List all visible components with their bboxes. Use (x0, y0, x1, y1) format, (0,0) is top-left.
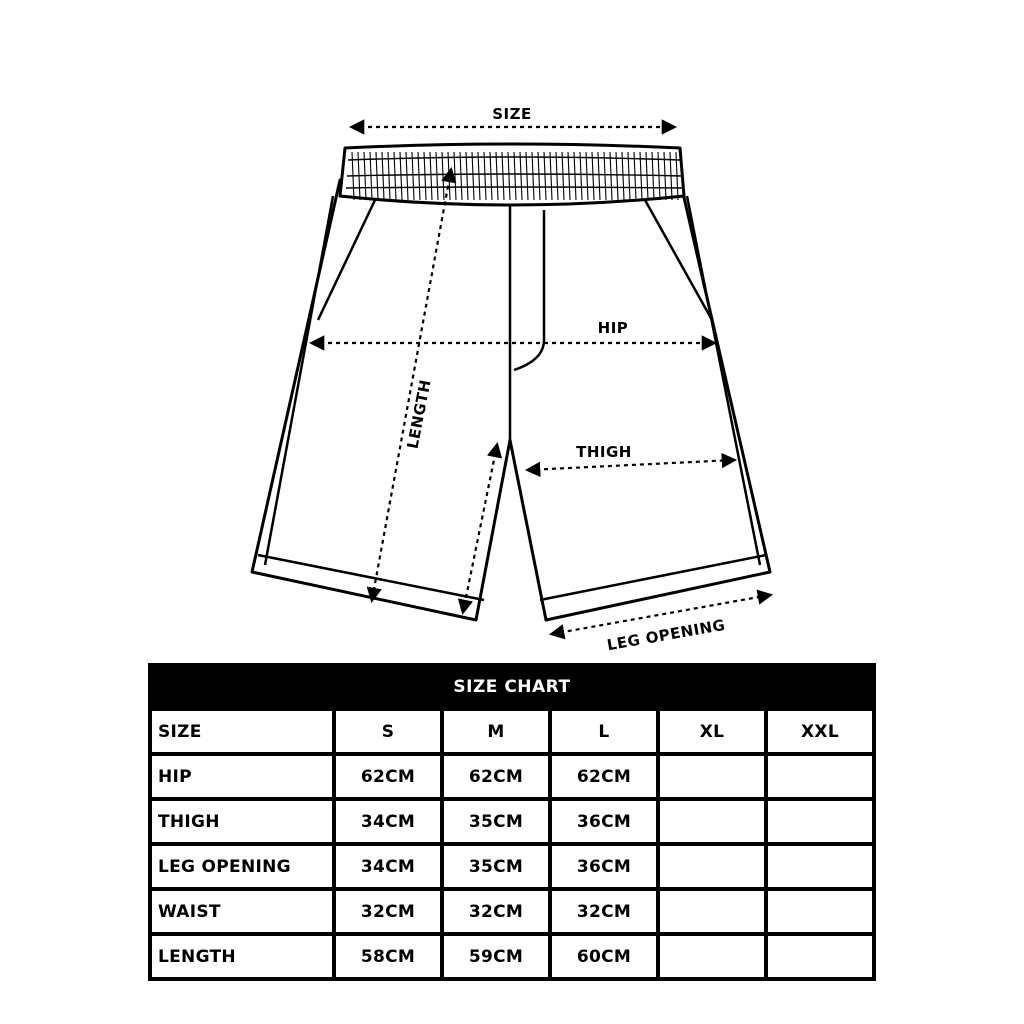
value-cell: 62CM (552, 756, 656, 797)
hip-label: HIP (597, 319, 629, 337)
value-cell: 62CM (444, 756, 548, 797)
value-cell: 36CM (552, 846, 656, 887)
size-label: SIZE (492, 105, 532, 123)
value-cell: 62CM (336, 756, 440, 797)
header-cell-label: SIZE (152, 711, 332, 752)
header-cell-size: L (552, 711, 656, 752)
value-cell: 59CM (444, 936, 548, 977)
value-cell: 34CM (336, 801, 440, 842)
value-cell (660, 756, 764, 797)
value-cell: 35CM (444, 801, 548, 842)
value-cell (768, 891, 872, 932)
row-label-cell: LENGTH (152, 936, 332, 977)
value-cell (660, 936, 764, 977)
size-chart (148, 663, 876, 981)
length-label: LENGTH (403, 377, 435, 451)
size-chart-table (152, 711, 872, 977)
value-cell: 32CM (552, 891, 656, 932)
row-label-cell: THIGH (152, 801, 332, 842)
value-cell (768, 756, 872, 797)
leg-opening-label: LEG OPENING (605, 615, 727, 655)
header-cell-size: XL (660, 711, 764, 752)
value-cell (660, 891, 764, 932)
row-label-cell: WAIST (152, 891, 332, 932)
thigh-label: THIGH (576, 443, 632, 461)
size-chart-title: SIZE CHART (453, 677, 571, 697)
value-cell (768, 801, 872, 842)
row-label-cell: LEG OPENING (152, 846, 332, 887)
value-cell (660, 801, 764, 842)
row-label-cell: HIP (152, 756, 332, 797)
value-cell (660, 846, 764, 887)
value-cell: 32CM (336, 891, 440, 932)
value-cell (768, 936, 872, 977)
value-cell: 36CM (552, 801, 656, 842)
header-cell-size: XXL (768, 711, 872, 752)
value-cell: 58CM (336, 936, 440, 977)
value-cell: 34CM (336, 846, 440, 887)
header-cell-size: M (444, 711, 548, 752)
value-cell: 60CM (552, 936, 656, 977)
value-cell: 32CM (444, 891, 548, 932)
value-cell: 35CM (444, 846, 548, 887)
value-cell (768, 846, 872, 887)
header-cell-size: S (336, 711, 440, 752)
